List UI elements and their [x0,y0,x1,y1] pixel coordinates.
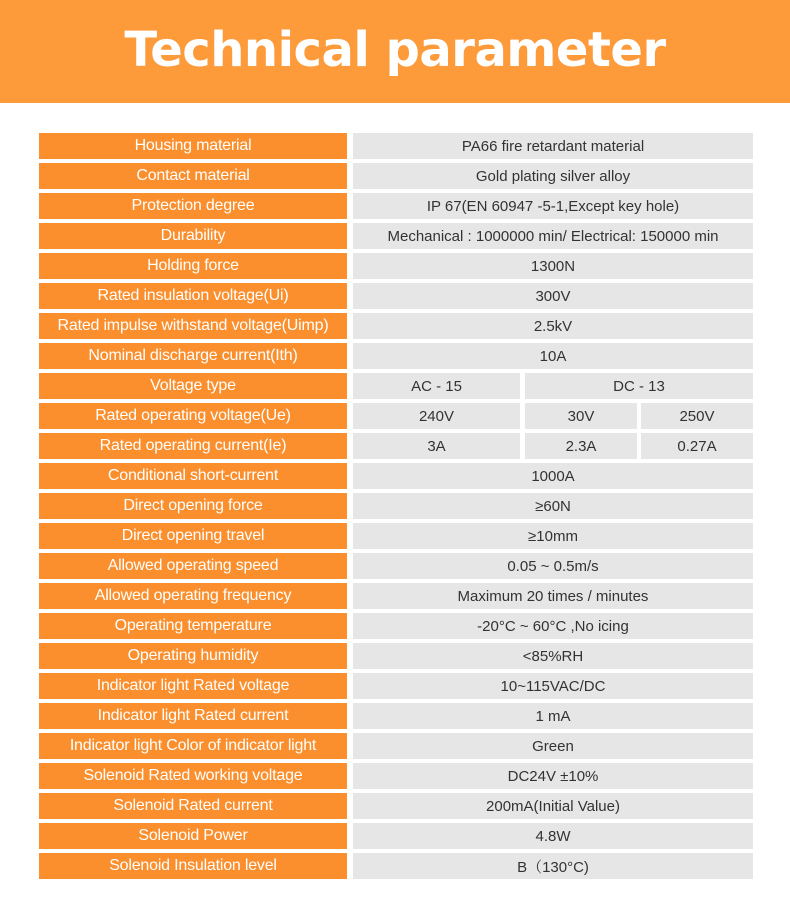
table-row [39,643,753,669]
row-value: 4.8W [353,823,753,849]
row-value: Mechanical : 1000000 min/ Electrical: 150000 min [353,223,753,249]
table-row [39,163,753,189]
row-label: Allowed operating speed [39,553,347,579]
row-value: B（130°C) [353,853,753,879]
table-row [39,613,753,639]
table-row [39,223,753,249]
row-label: Rated operating current(Ie) [39,433,347,459]
table-row [39,553,753,579]
parameter-table [39,133,753,883]
ac-cell: AC - 15 [353,373,520,399]
row-value: Maximum 20 times / minutes [353,583,753,609]
row-label: Solenoid Insulation level [39,853,347,879]
row-label: Solenoid Rated working voltage [39,763,347,789]
ac-cell: 3A [353,433,520,459]
row-value: IP 67(EN 60947 -5-1,Except key hole) [353,193,753,219]
row-label: Direct opening force [39,493,347,519]
table-row [39,583,753,609]
table-row-rated-voltage [39,403,753,429]
dc-cell: 30V [525,403,637,429]
table-row [39,793,753,819]
row-value: Green [353,733,753,759]
row-label: Rated operating voltage(Ue) [39,403,347,429]
row-value: ≥10mm [353,523,753,549]
header-banner [0,0,790,103]
row-label: Conditional short-current [39,463,347,489]
row-label: Operating humidity [39,643,347,669]
row-value: <85%RH [353,643,753,669]
table-row [39,253,753,279]
table-row [39,763,753,789]
row-label: Housing material [39,133,347,159]
table-row [39,703,753,729]
row-value: 1000A [353,463,753,489]
row-value: 1300N [353,253,753,279]
table-row-voltage-type [39,373,753,399]
row-label: Rated insulation voltage(Ui) [39,283,347,309]
row-label: Indicator light Rated current [39,703,347,729]
page-title: Technical parameter [124,21,666,78]
row-value: DC24V ±10% [353,763,753,789]
row-value: 0.05 ~ 0.5m/s [353,553,753,579]
table-row [39,313,753,339]
row-value: 1 mA [353,703,753,729]
table-row [39,733,753,759]
row-label: Nominal discharge current(Ith) [39,343,347,369]
table-row [39,853,753,879]
row-label: Indicator light Color of indicator light [39,733,347,759]
row-label: Solenoid Rated current [39,793,347,819]
row-label: Contact material [39,163,347,189]
row-value: PA66 fire retardant material [353,133,753,159]
table-row [39,673,753,699]
dc-cell: 0.27A [641,433,753,459]
dc-cell: 250V [641,403,753,429]
row-label: Durability [39,223,347,249]
dc-cell: DC - 13 [525,373,753,399]
row-value: 10A [353,343,753,369]
row-label: Rated impulse withstand voltage(Uimp) [39,313,347,339]
table-row [39,523,753,549]
table-row [39,343,753,369]
row-value: Gold plating silver alloy [353,163,753,189]
row-label: Voltage type [39,373,347,399]
row-label: Indicator light Rated voltage [39,673,347,699]
row-value: 200mA(Initial Value) [353,793,753,819]
row-value: ≥60N [353,493,753,519]
row-value: 2.5kV [353,313,753,339]
table-row [39,823,753,849]
table-row [39,283,753,309]
row-value: 300V [353,283,753,309]
table-row-rated-current [39,433,753,459]
dc-cell: 2.3A [525,433,637,459]
table-row [39,193,753,219]
table-row [39,133,753,159]
row-label: Holding force [39,253,347,279]
row-label: Solenoid Power [39,823,347,849]
row-label: Operating temperature [39,613,347,639]
table-row [39,493,753,519]
row-value: -20°C ~ 60°C ,No icing [353,613,753,639]
row-value: 10~115VAC/DC [353,673,753,699]
row-label: Protection degree [39,193,347,219]
row-label: Allowed operating frequency [39,583,347,609]
ac-cell: 240V [353,403,520,429]
table-row [39,463,753,489]
row-label: Direct opening travel [39,523,347,549]
